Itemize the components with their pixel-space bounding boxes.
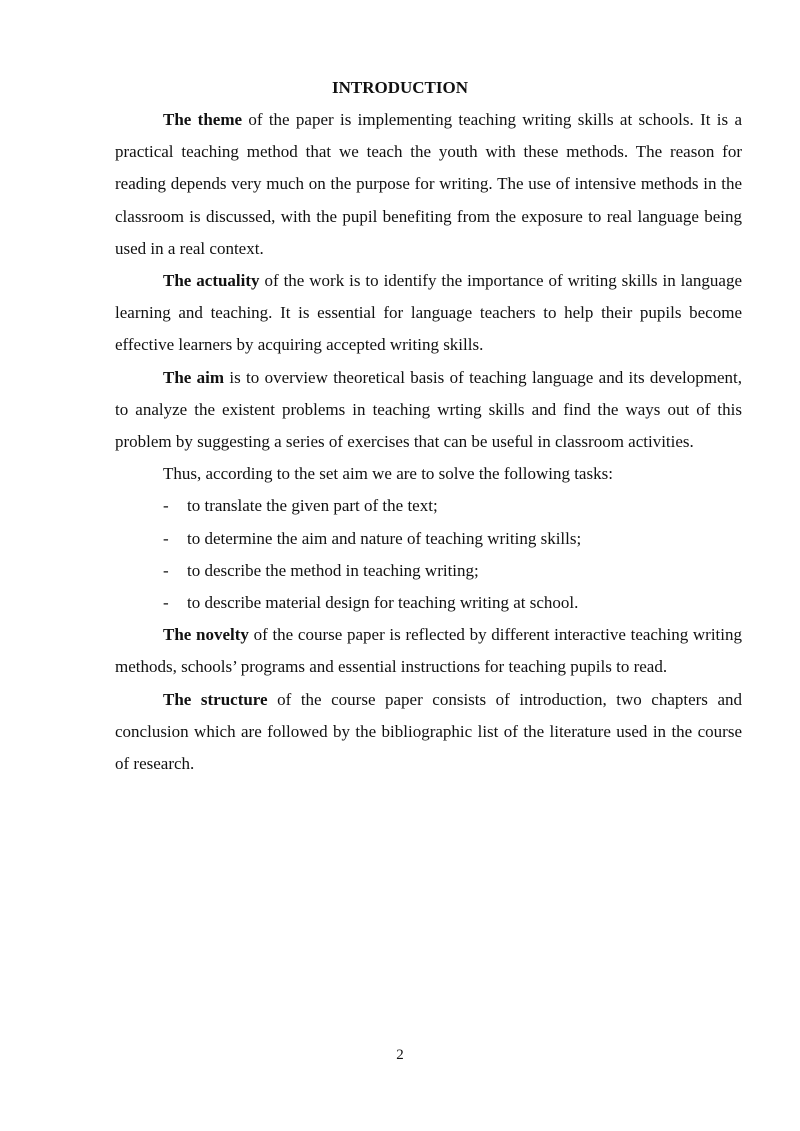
list-dash: - [163, 528, 169, 548]
paragraph-structure [115, 684, 742, 781]
document-body [115, 104, 742, 780]
list-dash: - [163, 560, 169, 580]
aim-lead: The aim [163, 367, 225, 387]
paragraph-novelty [115, 619, 742, 683]
task-list [115, 490, 742, 619]
structure-text: of the course paper consists of introduction, two chapters and conclusion which are followed by the bibliographic list of the literature used in the course of research. [115, 689, 742, 774]
theme-lead: The theme [163, 110, 243, 129]
list-item [115, 523, 742, 555]
page-number: 2 [396, 1047, 404, 1063]
list-dash: - [163, 593, 169, 613]
list-item-text: to describe material design for teaching writing at school. [187, 593, 579, 613]
list-item-text: to translate the given part of the text; [187, 496, 438, 516]
novelty-text: of the course paper is reflected by different interactive teaching writing methods, schools’ programs and essential instructions for teaching pupils to read. [115, 625, 742, 677]
novelty-lead: The novelty [163, 625, 249, 645]
paragraph-actuality [115, 265, 742, 362]
list-item-text: to determine the aim and nature of teaching writing skills; [187, 528, 582, 548]
structure-lead: The structure [163, 689, 268, 709]
list-item [115, 490, 742, 522]
actuality-text: of the work is to identify the importance of writing skills in language learning and teaching. It is essential for language teachers to help their pupils become effective learners by acquiring accepted writing skills. [115, 271, 742, 355]
list-item [115, 587, 742, 619]
paragraph-aim [115, 362, 742, 459]
actuality-lead: The actuality [163, 271, 260, 291]
list-dash: - [163, 496, 169, 516]
list-item [115, 555, 742, 587]
page-title: INTRODUCTION [331, 78, 469, 97]
list-item-text: to describe the method in teaching writing; [187, 560, 479, 580]
theme-text: of the paper is implementing teaching writing skills at schools. It is a practical teaching method that we teach the youth with these methods. The reason for reading depends very much on the purpose for writing. The use of intensive methods in the classroom is discussed, with the pupil benefiting from the exposure to real language being used in a real context. [115, 110, 742, 258]
aim-text: is to overview theoretical basis of teaching language and its development, to analyze the existent problems in teaching wrting skills and find the ways out of this problem by suggesting a series of exercises that can be useful in classroom activities. [115, 367, 742, 452]
paragraph-theme [115, 104, 742, 265]
tasks-intro: Thus, according to the set aim we are to solve the following tasks: [163, 464, 613, 484]
